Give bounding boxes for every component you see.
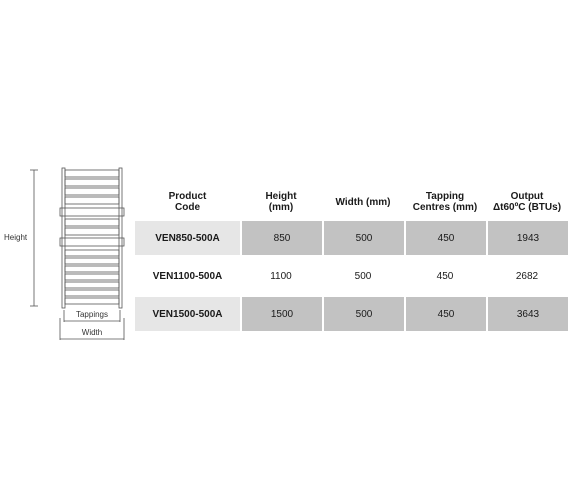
width-cell: 500 [322, 297, 404, 331]
tappings-label: Tappings [75, 310, 109, 319]
tapping-cell: 450 [404, 221, 486, 255]
height-cell: 1500 [240, 297, 322, 331]
product-code-cell: VEN1100-500A [152, 270, 223, 282]
width-cell: 500 [354, 270, 372, 282]
header-height: Height (mm) [265, 191, 297, 213]
header-product-code: Product Code [168, 191, 207, 213]
spec-table [135, 183, 568, 331]
header-row [135, 183, 568, 221]
table-row [135, 297, 568, 331]
output-cell: 2682 [515, 270, 539, 282]
output-cell: 3643 [486, 297, 568, 331]
height-cell: 850 [240, 221, 322, 255]
height-cell: 1100 [270, 270, 292, 282]
radiator-drawing [0, 0, 135, 504]
height-label: Height [4, 233, 28, 242]
header-output: Output Δt60ºC (BTUs) [492, 191, 562, 213]
radiator-diagram [0, 0, 135, 504]
header-width: Width (mm) [335, 196, 391, 208]
header-tapping-centres: Tapping Centres (mm) [412, 191, 478, 213]
output-cell: 1943 [486, 221, 568, 255]
table-row [135, 261, 568, 291]
width-label: Width [81, 328, 103, 337]
table-row [135, 221, 568, 255]
tapping-cell: 450 [436, 270, 454, 282]
width-cell: 500 [322, 221, 404, 255]
product-code-cell: VEN850-500A [135, 221, 240, 255]
product-code-cell: VEN1500-500A [135, 297, 240, 331]
tapping-cell: 450 [404, 297, 486, 331]
